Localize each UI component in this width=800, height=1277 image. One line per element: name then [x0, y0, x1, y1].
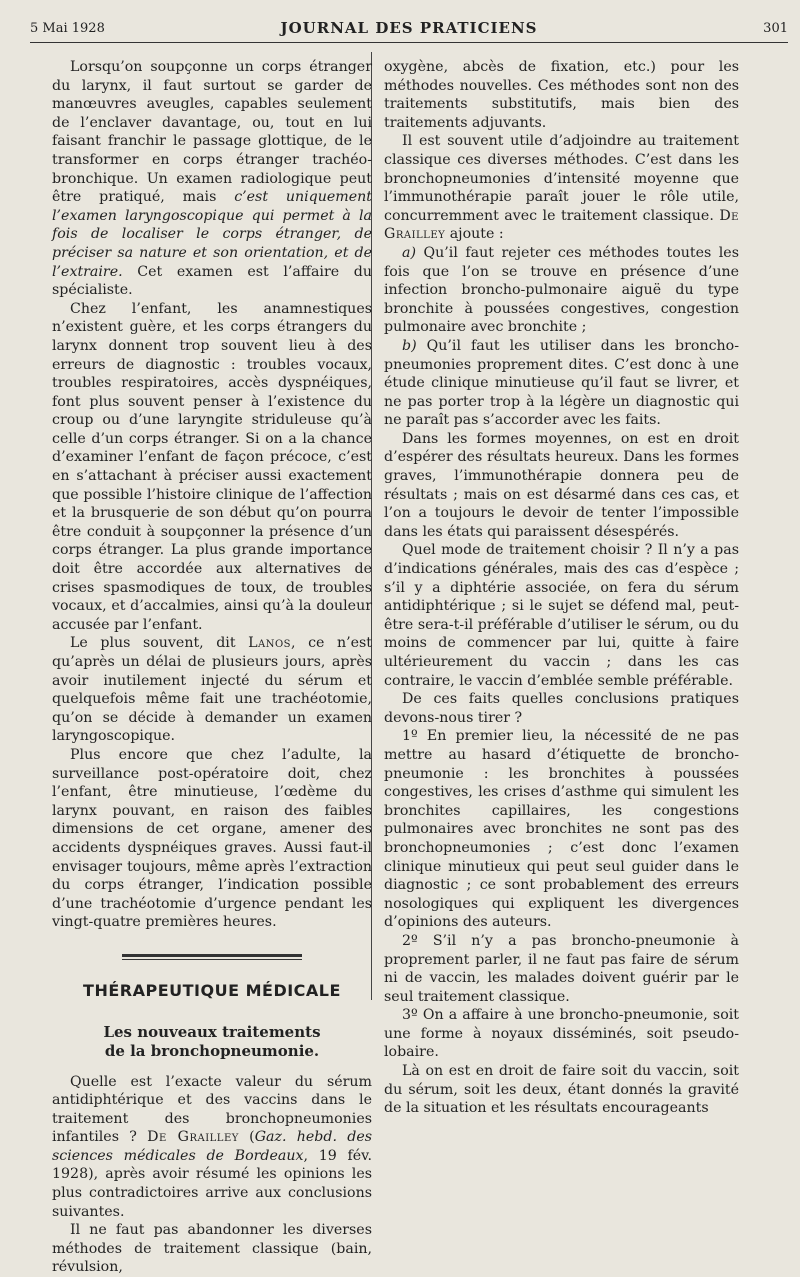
page-header [30, 18, 788, 43]
article-title: Les nouveaux traitements de la bronchopneumonie. [103, 1022, 321, 1060]
paragraph: Dans les formes moyennes, on est en droit d’espérer des résultats heureux. Dans les formes graves, l’immunothérapie donnera peu de résultats ; mais on est désarmé dans ces cas, et l’on a toujours le devoir de tenter l’impossible dans les états qui paraissent désespérés. [384, 430, 739, 540]
paragraph: a) Qu’il faut rejeter ces méthodes toutes les fois que l’on se trouve en présence d’une infection broncho-pulmonaire aiguë du type bronchite à poussées congestives, congestion pulmonaire avec bronchite ; [384, 244, 739, 336]
page-number: 301 [763, 21, 788, 36]
author-name: Lanos [248, 635, 292, 652]
author-name: De Grailley [147, 1129, 239, 1146]
section-separator [122, 954, 302, 960]
right-column [384, 58, 739, 1118]
header-date: 5 Mai 1928 [30, 21, 105, 36]
section-title: THÉRAPEUTIQUE MÉDICALE [83, 980, 341, 1000]
paragraph: b) Qu’il faut les utiliser dans les broncho-pneumonies proprement dites. C’est donc à une étude clinique minutieuse qu’il faut se livrer, et ne pas porter trop à la légère un diagnostic qui ne paraît pas s’accorder avec les faits. [384, 337, 739, 429]
paragraph: Il ne faut pas abandonner les diverses méthodes de traitement classique (bain, révulsion, [52, 1222, 372, 1276]
paragraph: Quel mode de traitement choisir ? Il n’y a pas d’indications générales, mais des cas d’espèce ; s’il y a diphtérie associée, on fera du sérum antidiphtérique ; si le sujet se défend mal, peut-être sera-t-il préférable d’utiliser le sérum, ou du moins de commencer par lui, quitte à faire ultérieurement du vaccin ; dans les cas contraire, le vaccin d’emblée semble préférable. [384, 542, 739, 689]
paragraph: 2º S’il n’y a pas broncho-pneumonie à proprement parler, il ne faut pas faire de sérum ni de vaccin, les malades doivent guérir par le seul traitement classique. [384, 932, 739, 1005]
paragraph: Là on est en droit de faire soit du vaccin, soit du sérum, soit les deux, étant donnés la gravité de la situation et les résultats encourageants [384, 1063, 739, 1117]
paragraph: 3º On a affaire à une broncho-pneumonie, soit une forme à noyaux disséminés, soit pseudo-lobaire. [384, 1007, 739, 1061]
paragraph: Lorsqu’on soupçonne un corps étranger du larynx, il faut surtout se garder de manœuvres aveugles, capables seulement de l’enclaver davantage, ou, tout en lui faisant franchir le passage glottique, de le transformer en corps étranger trachéo-bronchique. Un examen radiologique peut être pratiqué, mais c’est uniquement l’examen laryngoscopique qui permet à la fois de localiser le corps étranger, de préciser sa nature et son orientation, et de l’extraire. Cet examen est l’affaire du spécialiste. [52, 59, 372, 299]
author-name: De Grailley [384, 207, 739, 243]
paragraph: Le plus souvent, dit Lanos, ce n’est qu’après un délai de plusieurs jours, après avoir inutilement injecté du sérum et quelquefois même fait une trachéotomie, qu’on se décide à demander un examen laryngoscopique. [52, 635, 372, 745]
paragraph: Chez l’enfant, les anamnestiques n’existent guère, et les corps étrangers du larynx donnent trop souvent lieu à des erreurs de diagnostic : troubles vocaux, troubles respiratoires, accès dyspnéiques, font plus souvent penser à l’existence du croup ou d’une laryngite striduleuse qu’à celle d’un corps étranger. Si on a la chance d’examiner l’enfant de façon précoce, c’est en s’attachant à préciser aussi exactement que possible l’histoire clinique de l’affection et la brusquerie de son début qu’on pourra être conduit à soupçonner la présence d’un corps étranger. La plus grande importance doit être accordée aux alternatives de crises spasmodiques de toux, de troubles vocaux, et d’accalmies, ainsi qu’à la douleur accusée par l’enfant. [52, 300, 372, 633]
paragraph: Plus encore que chez l’adulte, la surveillance post-opératoire doit, chez l’enfant, être minutieuse, l’œdème du larynx pouvant, en raison des faibles dimensions de cet organe, amener des accidents dyspnéiques graves. Aussi faut-il envisager toujours, même après l’extraction du corps étranger, l’indication possible d’une trachéotomie d’urgence pendant les vingt-quatre premières heures. [52, 746, 372, 931]
paragraph: oxygène, abcès de fixation, etc.) pour les méthodes nouvelles. Ces méthodes sont non des traitements substitutifs, mais bien des traitements adjuvants. [384, 59, 739, 131]
left-column [52, 58, 372, 1277]
paragraph: Il est souvent utile d’adjoindre au traitement classique ces diverses méthodes. C’est dans les bronchopneumonies d’intensité moyenne que l’immunothérapie paraît jouer le rôle utile, concurremment avec le traitement classique. De Grailley ajoute : [384, 133, 739, 243]
paragraph: Quelle est l’exacte valeur du sérum antidiphtérique et des vaccins dans le traitement des bronchopneumonies infantiles ? De Grailley (Gaz. hebd. des sciences médicales de Bordeaux, 19 fév. 1928), après avoir résumé les opinions les plus contradictoires arrive aux conclusions suivantes. [52, 1073, 373, 1220]
paragraph: 1º En premier lieu, la nécessité de ne pas mettre au hasard d’étiquette de broncho-pneumonie : les bronchites à poussées congestives, les crises d’asthme qui simulent les bronchites capillaires, les congestions pulmonaires avec bronchites ne sont pas des bronchopneumonies ; c’est donc l’examen clinique minutieux qui peut seul guider dans le diagnostic ; ce sont probablement des erreurs nosologiques qui expliquent les divergences d’opinions des auteurs. [384, 728, 739, 931]
paragraph: De ces faits quelles conclusions pratiques devons-nous tirer ? [384, 691, 739, 726]
journal-reference: Gaz. hebd. des sciences médicales de Bordeaux [52, 1129, 373, 1164]
journal-title: JOURNAL DES PRATICIENS [280, 19, 538, 37]
